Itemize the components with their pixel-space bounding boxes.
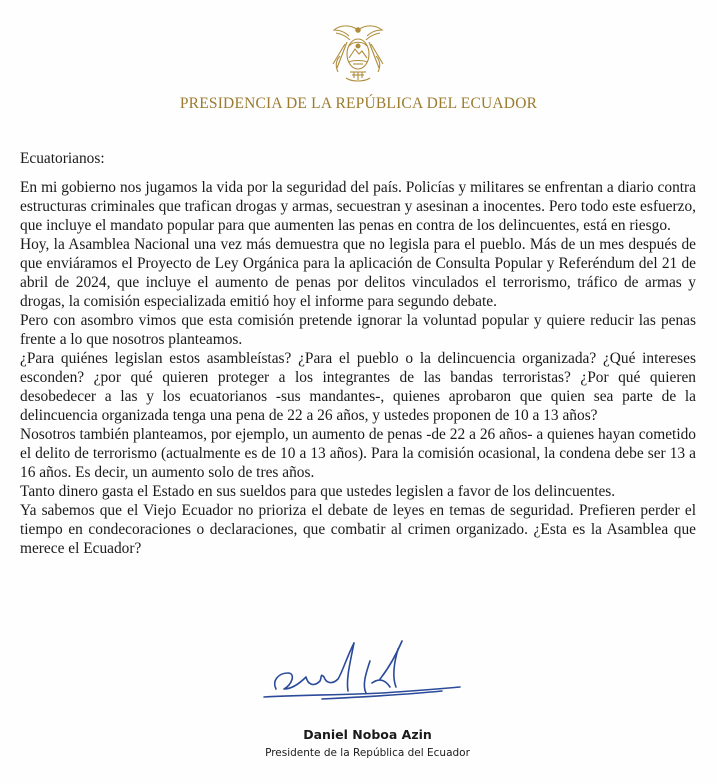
letter-paragraph: Tanto dinero gasta el Estado en sus sueldos para que ustedes legislen a favor de los delincuentes.	[20, 483, 616, 500]
letter-paragraph: En mi gobierno nos jugamos la vida por la seguridad del país. Policías y militares se enfrentan a diario contra estructuras criminales que trafican drogas y armas, secuestran y asesinan a inocentes. Pero todo este esfuerzo, que incluye el mandato popular para que aumenten las penas en contra de los delincuentes, está en riesgo.	[20, 179, 696, 234]
letter-paragraph: Nosotros también planteamos, por ejemplo, un aumento de penas -de 22 a 26 años- a quienes hayan cometido el delito de terrorismo (actualmente es de 10 a 13 años). Para la comisión ocasional, la condena debe ser 13 a 16 años. Es decir, un aumento solo de tres años.	[20, 426, 696, 481]
letter-paragraph: Hoy, la Asamblea Nacional una vez más demuestra que no legisla para el pueblo. Más de un mes después de que enviáramos el Proyecto de Ley Orgánica para la aplicación de Consulta Popular y Referéndum del 21 de abril de 2024, que incluye el aumento de penas por delitos vinculados el terrorismo, tráfico de armas y drogas, la comisión especializada emitió hoy el informe para segundo debate.	[20, 236, 696, 310]
letter-body	[20, 149, 696, 558]
ecuador-coat-of-arms-icon	[328, 22, 388, 84]
signatory-title: Presidente de la República del Ecuador	[265, 747, 470, 759]
signatory-name: Daniel Noboa Azin	[303, 727, 432, 742]
institution-name: PRESIDENCIA DE LA REPÚBLICA DEL ECUADOR	[179, 95, 538, 112]
letterhead	[0, 0, 717, 120]
handwritten-signature	[262, 633, 462, 707]
letter-paragraph: Pero con asombro vimos que esta comisión pretende ignorar la voluntad popular y quiere reducir las penas frente a lo que nosotros planteamos.	[20, 312, 696, 348]
letter-paragraph: ¿Para quiénes legislan estos asambleístas? ¿Para el pueblo o la delincuencia organizada? ¿Qué intereses esconden? ¿por qué quieren proteger a los integrantes de las bandas terroristas? ¿Por qué quieren desobedecer a las y los ecuatorianos -sus mandantes-, quienes aprobaron que quien sea parte de la delincuencia organizada tenga una pena de 22 a 26 años, y ustedes proponen de 10 a 13 años?	[20, 350, 696, 424]
letter-greeting: Ecuatorianos:	[20, 150, 105, 167]
letter-paragraph: Ya sabemos que el Viejo Ecuador no prioriza el debate de leyes en temas de seguridad. Prefieren perder el tiempo en condecoraciones o declaraciones, que combatir al crimen organizado. ¿Esta es la Asamblea que merece el Ecuador?	[20, 502, 696, 557]
